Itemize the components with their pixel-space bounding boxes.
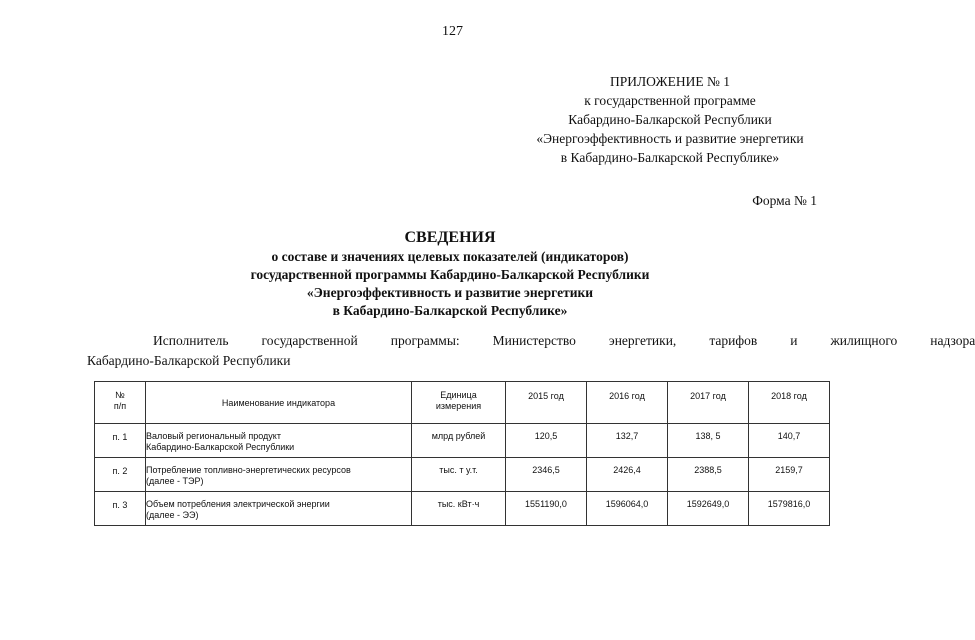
heading-title: СВЕДЕНИЯ [404, 229, 496, 246]
appendix-line: к государственной программе [584, 93, 756, 108]
row-num: п. 2 [95, 458, 146, 492]
header-year: 2018 год [749, 382, 830, 424]
page-number: 127 [442, 24, 463, 39]
row-value: 120,5 [506, 424, 587, 458]
row-value: 138, 5 [668, 424, 749, 458]
row-unit: тыс. кВт·ч [412, 492, 506, 526]
row-name [146, 458, 412, 492]
executor-paragraph [87, 331, 975, 371]
row-value: 1579816,0 [749, 492, 830, 526]
row-name-line: (далее - ЭЭ) [146, 510, 199, 520]
row-name-line: Кабардино-Балкарской Республики [146, 442, 295, 452]
executor-word: тарифов [709, 333, 758, 348]
executor-word: государственной [261, 333, 358, 348]
row-name-line: Потребление топливно-энергетических ресурсов [146, 465, 351, 475]
appendix-line: ПРИЛОЖЕНИЕ № 1 [609, 74, 731, 89]
header-year: 2016 год [587, 382, 668, 424]
row-value: 2388,5 [668, 458, 749, 492]
executor-word: надзора [930, 333, 975, 348]
executor-word: Исполнитель [153, 333, 229, 348]
executor-word: энергетики, [608, 333, 677, 348]
row-value: 1592649,0 [668, 492, 749, 526]
header-unit [412, 382, 506, 424]
heading-line: государственной программы Кабардино-Балкарской Республики [250, 267, 650, 282]
header-num [95, 382, 146, 424]
heading-line: «Энергоэффективность и развитие энергетики [306, 285, 594, 300]
header-year: 2017 год [668, 382, 749, 424]
row-name-line: Валовый региональный продукт [146, 431, 281, 441]
row-unit: млрд рублей [412, 424, 506, 458]
row-name [146, 492, 412, 526]
heading-line: о составе и значениях целевых показателей (индикаторов) [271, 249, 629, 264]
row-name [146, 424, 412, 458]
executor-word: и [790, 333, 798, 348]
appendix-line: Кабардино-Балкарской Республики [568, 112, 772, 127]
row-name-line: Объем потребления электрической энергии [146, 499, 330, 509]
executor-line-2: Кабардино-Балкарской Республики [87, 353, 291, 368]
row-value: 1596064,0 [587, 492, 668, 526]
header-num-line: п/п [113, 401, 127, 411]
row-name-line: (далее - ТЭР) [146, 476, 204, 486]
table-row [95, 458, 830, 492]
row-value: 2159,7 [749, 458, 830, 492]
row-num: п. 3 [95, 492, 146, 526]
executor-line-1 [87, 331, 975, 351]
appendix-block [500, 72, 840, 167]
table-row [95, 492, 830, 526]
executor-word: Министерство [492, 333, 576, 348]
heading-line: в Кабардино-Балкарской Республике» [332, 303, 568, 318]
row-num: п. 1 [95, 424, 146, 458]
row-value: 2346,5 [506, 458, 587, 492]
row-unit: тыс. т у.т. [412, 458, 506, 492]
appendix-line: «Энергоэффективность и развитие энергетики [536, 131, 804, 146]
header-name: Наименование индикатора [146, 382, 412, 424]
executor-word: жилищного [830, 333, 898, 348]
row-value: 140,7 [749, 424, 830, 458]
table-row [95, 424, 830, 458]
table-header-row [95, 382, 830, 424]
row-value: 2426,4 [587, 458, 668, 492]
row-value: 1551190,0 [506, 492, 587, 526]
document-heading [100, 229, 800, 320]
header-unit-line: Единица [440, 390, 477, 400]
form-number: Форма № 1 [752, 193, 817, 208]
executor-word: программы: [390, 333, 460, 348]
row-value: 132,7 [587, 424, 668, 458]
indicators-table [94, 381, 830, 526]
header-unit-line: измерения [435, 401, 482, 411]
header-num-line: № [115, 390, 125, 400]
appendix-line: в Кабардино-Балкарской Республике» [560, 150, 780, 165]
header-year: 2015 год [506, 382, 587, 424]
